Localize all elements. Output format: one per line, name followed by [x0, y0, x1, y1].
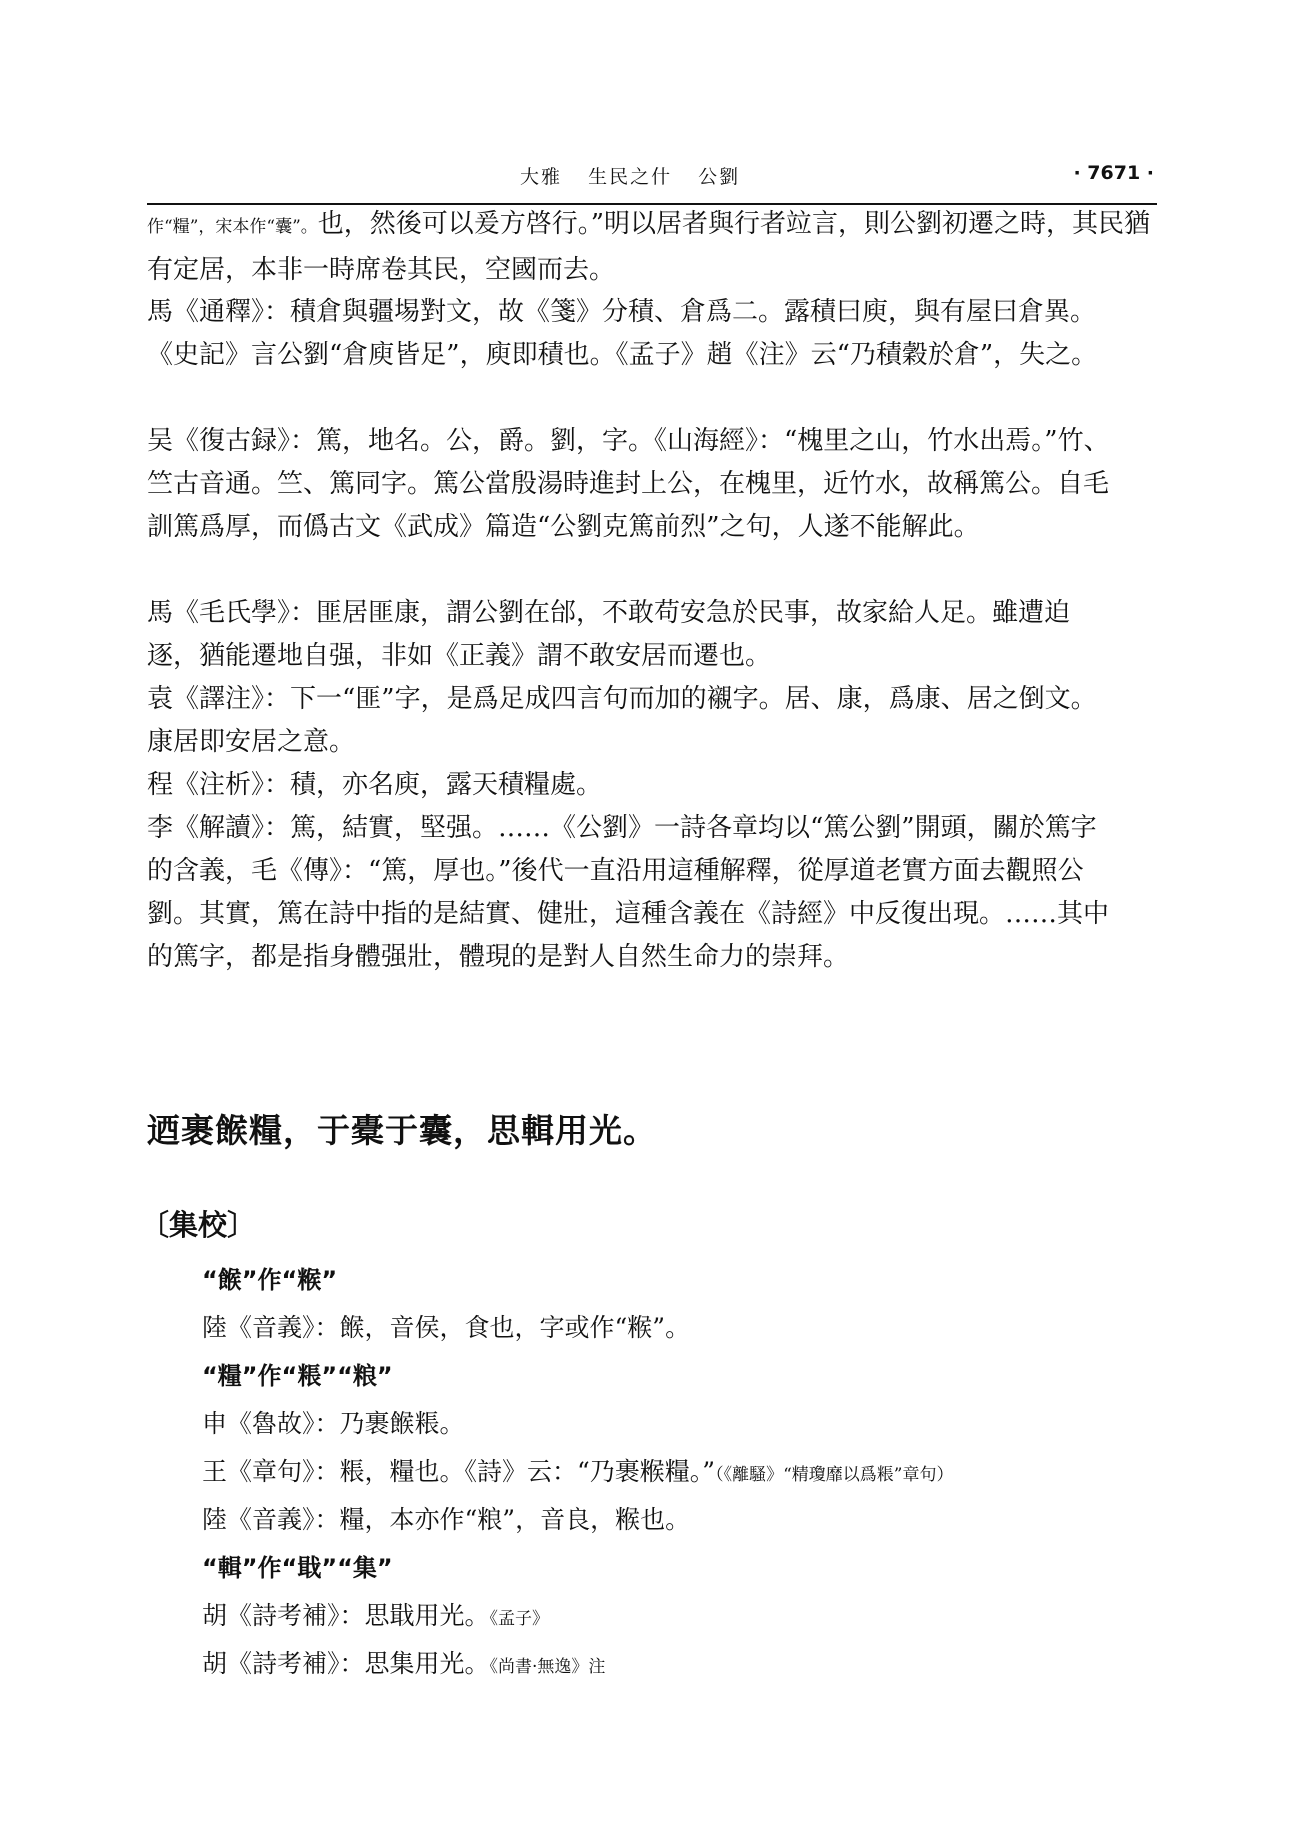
section-label: 〔集校〕 — [140, 1208, 257, 1242]
commentary-paragraph: 李《解讀》：篤，結實，堅强。……《公劉》一詩各章均以“篤公劉”開頭，關於篤字的含義，毛《傳》：“篤，厚也。”後代一直沿用這種解釋，從厚道老實方面去觀照公劉。其實，篤在詩中指的是結實、健壯，這種含義在《詩經》中反復出現。……其中的篤字，都是指身體强壯，體現的是對人自然生命力的崇拜。 — [147, 813, 1110, 972]
collation-entry: 申《魯故》：乃裹餱粻。 — [202, 1409, 465, 1438]
running-title-part: 公劉 — [698, 166, 741, 188]
running-title-part: 生民之什 — [588, 166, 673, 188]
paragraph-text: 也，然後可以爰方啓行。”明以居者與行者竝言，則公劉初遷之時，其民猶有定居，本非一時席卷其民，空國而去。 — [147, 209, 1151, 285]
page-number: · 7671 · — [1073, 162, 1154, 184]
collation-entry — [202, 1640, 1182, 1688]
collation-entry: 陸《音義》：糧，本亦作“粮”，音良，糇也。 — [202, 1505, 691, 1534]
commentary-paragraph: 馬《毛氏學》：匪居匪康，謂公劉在邰，不敢苟安急於民事，故家給人足。雖遭迫逐，猶能遷地自强，非如《正義》謂不敢安居而遷也。 — [147, 598, 1071, 671]
inline-note: 作“糧”，宋本作“囊”。 — [147, 217, 318, 237]
entry-text: 胡《詩考補》：思集用光。 — [202, 1649, 490, 1678]
commentary-paragraph: 吴《復古録》：篤，地名。公，爵。劉，字。《山海經》：“槐里之山，竹水出焉。”竹、竺古音通。竺、篤同字。篤公當殷湯時進封上公，在槐里，近竹水，故稱篤公。自毛訓篤爲厚，而僞古文《武成》篇造“公劉克篤前烈”之句，人遂不能解此。 — [147, 426, 1110, 542]
running-title — [520, 162, 758, 189]
commentary-paragraph: 袁《譯注》：下一“匪”字，是爲足成四言句而加的襯字。居、康，爲康、居之倒文。康居即安居之意。 — [147, 684, 1097, 757]
collation-entry — [202, 1592, 1182, 1640]
source-note: 《孟子》 — [489, 1609, 550, 1629]
verse-heading: 迺裹餱糧，于橐于囊，思輯用光。 — [147, 1111, 657, 1150]
variant-heading: “糧”作“粻”“粮” — [202, 1362, 393, 1390]
collation-entry: 陸《音義》：餱，音侯，食也，字或作“糇”。 — [202, 1313, 691, 1342]
entry-text: 王《章句》：粻，糧也。《詩》云：“乃裹糇糧。” — [202, 1457, 716, 1486]
commentary-paragraph: 馬《通釋》：積倉與疆埸對文，故《箋》分積、倉爲二。露積曰庾，與有屋曰倉異。《史記》言公劉“倉庾皆足”，庾即積也。《孟子》趙《注》云“乃積穀於倉”，失之。 — [147, 297, 1098, 370]
source-note: （《離騷》“精瓊靡以爲粻”章句） — [715, 1465, 954, 1485]
commentary-paragraph: 程《注析》：積，亦名庾，露天積糧處。 — [147, 770, 603, 800]
variant-heading: “餱”作“糇” — [202, 1266, 338, 1294]
paragraph-continuation — [147, 203, 1170, 292]
entry-text: 胡《詩考補》：思戢用光。 — [202, 1601, 490, 1630]
running-header — [0, 162, 1300, 192]
collation-list — [202, 1256, 1182, 1688]
source-note: 《尚書·無逸》注 — [489, 1657, 606, 1677]
collation-entry — [202, 1448, 1182, 1496]
running-title-part: 大雅 — [520, 166, 563, 188]
variant-heading: “輯”作“戢”“集” — [202, 1554, 393, 1582]
